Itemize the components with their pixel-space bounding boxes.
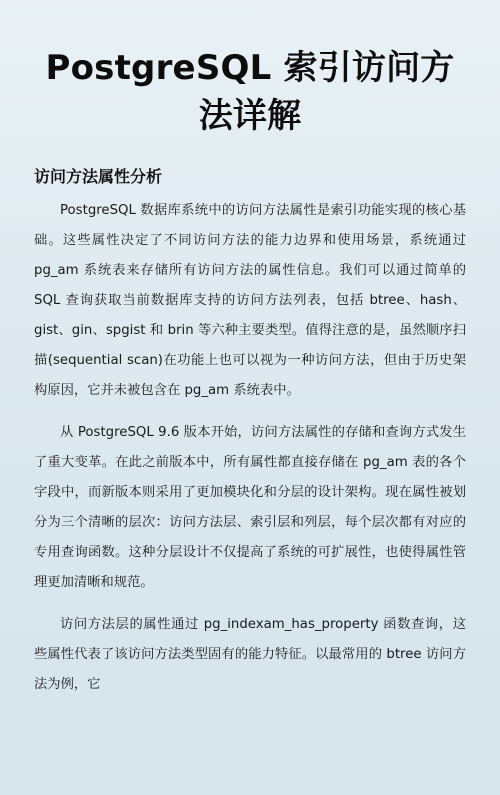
document-title: PostgreSQL 索引访问方法详解 <box>45 48 455 136</box>
section-heading: 访问方法属性分析 <box>34 167 163 186</box>
paragraph: PostgreSQL 数据库系统中的访问方法属性是索引功能实现的核心基础。这些属性决定了不同访问方法的能力边界和使用场景，系统通过 pg_am 系统表来存储所有访问方法的属性信息。我们可以通过简单的 SQL 查询获取当前数据库支持的访问方法列表，包括 btree、hash、gist、gin、spgist 和 brin 等六种主要类型。值得注意的是，虽然顺序扫描(sequential scan)在功能上也可以视为一种访问方法，但由于历史架构原因，它并未被包含在 pg_am 系统表中。 <box>34 203 466 398</box>
paragraph: 访问方法层的属性通过 pg_indexam_has_property 函数查询，这些属性代表了该访问方法类型固有的能力特征。以最常用的 btree 访问方法为例，它 <box>34 617 466 692</box>
paragraph: 从 PostgreSQL 9.6 版本开始，访问方法属性的存储和查询方式发生了重大变革。在此之前版本中，所有属性都直接存储在 pg_am 表的各个字段中，而新版本则采用了更加模块化和分层的设计架构。现在属性被划分为三个清晰的层次：访问方法层、索引层和列层，每个层次都有对应的专用查询函数。这种分层设计不仅提高了系统的可扩展性，也使得属性管理更加清晰和规范。 <box>34 425 466 590</box>
